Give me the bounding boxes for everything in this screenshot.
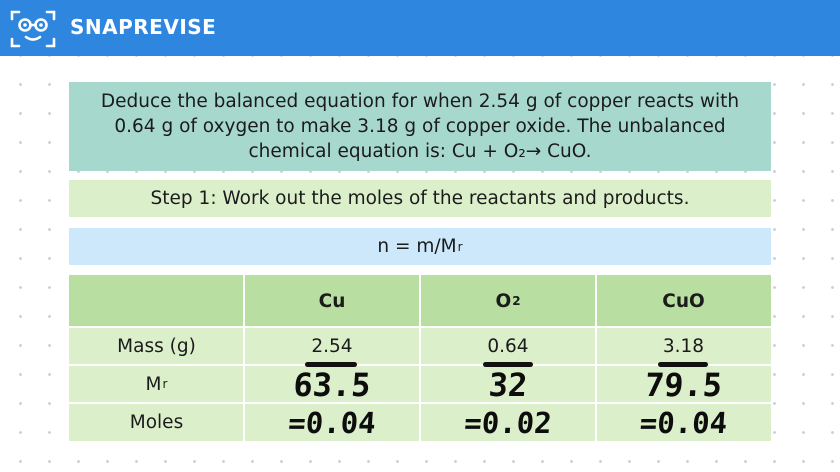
row-label-mass: Mass (g) [69, 327, 244, 365]
handwritten-moles-cuo: =0.04 [638, 406, 729, 440]
row-label-mr: M r [69, 365, 244, 403]
handwritten-moles-cu: =0.04 [287, 406, 377, 440]
brand-name: SNAPREVISE [70, 15, 217, 39]
handwritten-moles-o2: =0.02 [463, 406, 553, 440]
grid-line [69, 326, 771, 328]
cell-mass-o2: 0.64 [420, 327, 596, 365]
handwritten-mr-o2: 32 [487, 366, 529, 404]
glasses-face-icon [10, 9, 56, 49]
handwritten-mr-cuo: 79.5 [643, 366, 724, 404]
row-label-moles: Moles [69, 403, 244, 441]
column-header-cuo: CuO [596, 275, 771, 327]
top-bar [0, 0, 840, 56]
formula-subscript: r [457, 239, 463, 254]
question-text: Deduce the balanced equation for when 2.54 g of copper reacts with 0.64 g of oxygen to make 3.18 g of copper oxide. The unbalanced chemical equation is: Cu + O₂→ CuO. [100, 91, 740, 162]
cell-mass-cu: 2.54 [244, 327, 420, 365]
question-box [69, 82, 771, 171]
column-header-o2: O 2 [420, 275, 596, 327]
formula-box [69, 228, 771, 265]
step-text: Step 1: Work out the moles of the reactants and products. [150, 188, 690, 209]
column-header-cu: Cu [244, 275, 420, 327]
handwritten-mr-cu: 63.5 [292, 366, 372, 404]
formula-text: n = m/M [377, 236, 457, 257]
table-corner-cell [69, 275, 244, 327]
cell-mass-cuo: 3.18 [596, 327, 771, 365]
step-heading [69, 180, 771, 217]
moles-table [69, 275, 771, 441]
